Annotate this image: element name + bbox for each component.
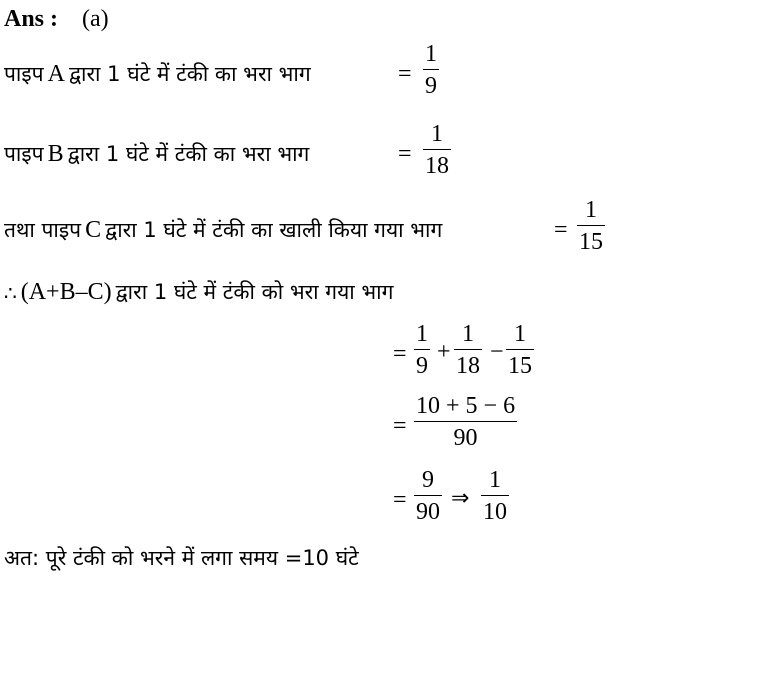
pipe-b-numerator: 1 [431,121,443,147]
pipe-b-fraction [423,122,451,178]
step1-plus: + [437,339,451,365]
step1-fraction-1 [414,322,430,378]
step3-fraction-2 [481,468,509,524]
pipe-c-equals: = [554,217,568,243]
pipe-a-equals: = [398,61,412,87]
step2-denominator: 90 [453,425,478,452]
pipe-b-statement [4,140,309,168]
step1-equals: = [393,341,407,367]
step1-f2-numerator: 1 [462,321,474,347]
step3-equals: = [393,487,407,513]
combined-expression: (A+B–C) [20,279,112,305]
step1-fraction-2 [454,322,482,378]
pipe-a-fraction [423,42,439,98]
step1-f3-numerator: 1 [514,321,526,347]
pipe-c-denominator: 15 [579,229,603,256]
step1-f1-denominator: 9 [416,353,428,380]
pipe-c-numerator: 1 [585,197,597,223]
step2-numerator: 10 + 5 − 6 [416,393,516,419]
step3-fraction-1 [414,468,442,524]
therefore-symbol: ∴ [4,281,17,305]
pipe-b-denominator: 18 [425,153,449,180]
answer-label: Ans : [4,6,59,32]
step3-f2-denominator: 10 [483,499,507,526]
step3-f1-denominator: 90 [416,499,440,526]
pipe-c-statement [4,216,442,244]
step1-f1-numerator: 1 [416,321,428,347]
step1-f3-denominator: 15 [508,353,532,380]
pipe-a-denominator: 9 [425,73,437,100]
combined-statement [4,278,393,306]
step2-fraction [414,394,517,450]
pipe-b-prefix: पाइप [4,142,44,166]
step1-minus: − [490,339,504,365]
combined-suffix: द्वारा 1 घंटे में टंकी को भरा गया भाग [115,280,394,304]
pipe-a-numerator: 1 [425,41,437,67]
answer-choice: (a) [82,6,109,32]
pipe-a-prefix: पाइप [4,62,44,86]
pipe-c-fraction [577,198,605,254]
pipe-c-suffix: द्वारा 1 घंटे में टंकी का खाली किया गया भाग [105,218,443,242]
step3-f1-numerator: 9 [422,467,434,493]
pipe-a-suffix: द्वारा 1 घंटे में टंकी का भरा भाग [68,62,311,86]
step3-f2-numerator: 1 [489,467,501,493]
pipe-b-letter: B [47,141,64,167]
conclusion-statement: अत: पूरे टंकी को भरने में लगा समय =10 घंटे [4,546,359,570]
pipe-b-suffix: द्वारा 1 घंटे में टंकी का भरा भाग [67,142,310,166]
step1-f2-denominator: 18 [456,353,480,380]
step1-fraction-3 [506,322,534,378]
pipe-a-statement [4,60,311,88]
pipe-b-equals: = [398,141,412,167]
pipe-a-letter: A [47,61,65,87]
implies-arrow: ⇒ [451,486,470,511]
step2-equals: = [393,413,407,439]
pipe-c-letter: C [85,217,102,243]
pipe-c-prefix: तथा पाइप [4,218,82,242]
